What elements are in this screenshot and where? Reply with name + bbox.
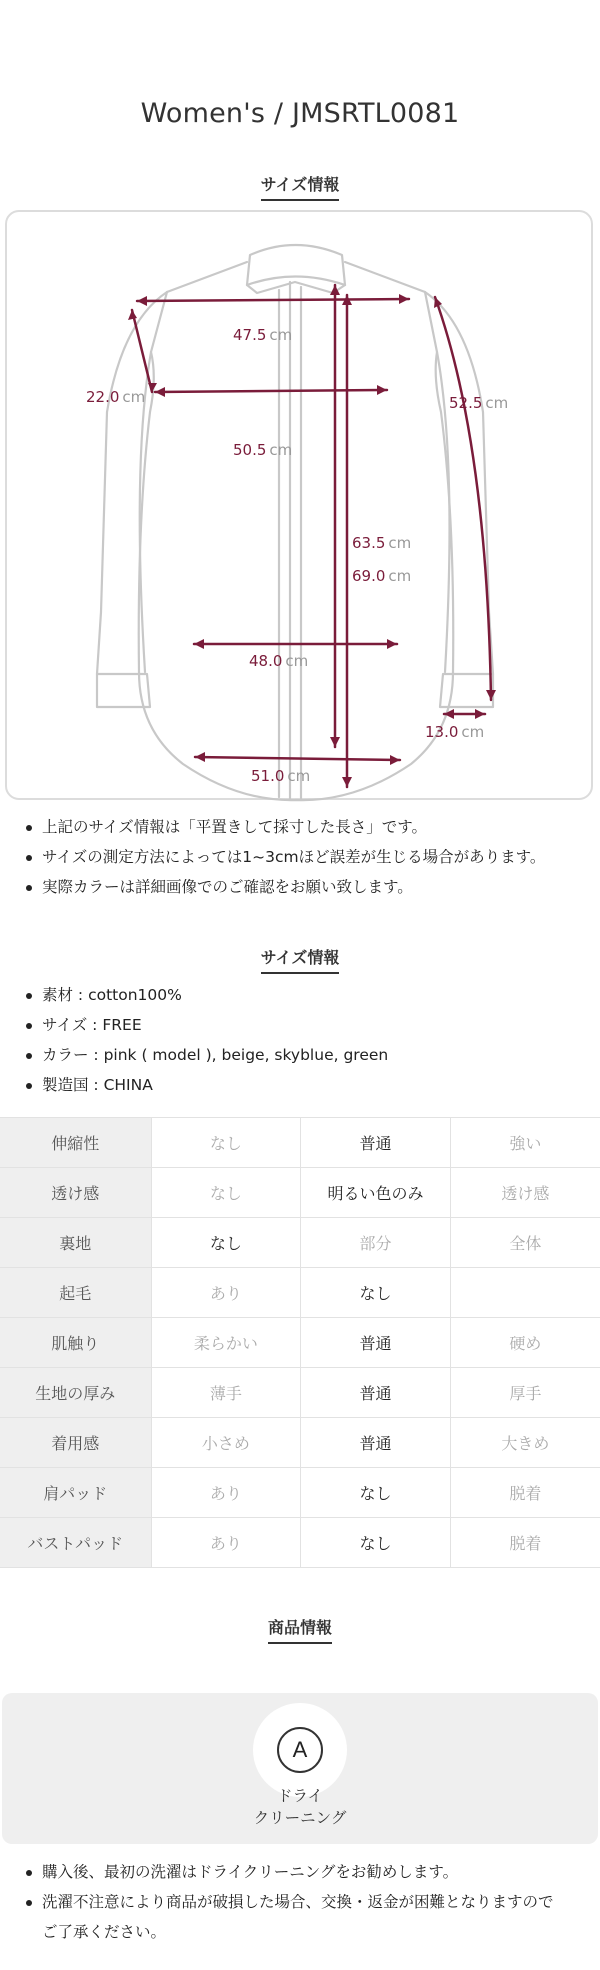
- property-option: なし: [151, 1168, 301, 1218]
- property-option: なし: [301, 1518, 451, 1568]
- property-option: 強い: [450, 1118, 600, 1168]
- shoulder-measurement: 47.5 cm: [233, 326, 293, 344]
- list-item: カラー : pink ( model ), beige, skyblue, green: [20, 1040, 590, 1070]
- property-option: 薄手: [151, 1368, 301, 1418]
- spec-heading: サイズ情報: [0, 945, 600, 974]
- property-label: 伸縮性: [0, 1118, 151, 1168]
- property-label: 生地の厚み: [0, 1368, 151, 1418]
- table-body: [0, 1118, 600, 1568]
- list-item: サイズ : FREE: [20, 1010, 590, 1040]
- property-option: 普通: [301, 1368, 451, 1418]
- property-option: 硬め: [450, 1318, 600, 1368]
- list-item: 上記のサイズ情報は「平置きして採寸した長さ」です。: [20, 812, 590, 842]
- property-option: 普通: [301, 1418, 451, 1468]
- property-option: 透け感: [450, 1168, 600, 1218]
- property-option: なし: [301, 1468, 451, 1518]
- table-row: [0, 1368, 600, 1418]
- property-option: あり: [151, 1468, 301, 1518]
- property-option: 小さめ: [151, 1418, 301, 1468]
- list-item: 製造国 : CHINA: [20, 1070, 590, 1100]
- size-info-heading: サイズ情報: [0, 172, 600, 201]
- table-row: [0, 1168, 600, 1218]
- property-label: 裏地: [0, 1218, 151, 1268]
- property-label: 起毛: [0, 1268, 151, 1318]
- table-row: [0, 1468, 600, 1518]
- list-item: 実際カラーは詳細画像でのご確認をお願い致します。: [20, 872, 590, 902]
- property-option: 部分: [301, 1218, 451, 1268]
- property-option: 柔らかい: [151, 1318, 301, 1368]
- size-notes-list: [20, 812, 590, 902]
- property-label: 透け感: [0, 1168, 151, 1218]
- product-info-heading: 商品情報: [0, 1615, 600, 1644]
- table-row: [0, 1118, 600, 1168]
- property-option: 普通: [301, 1118, 451, 1168]
- property-option: なし: [301, 1268, 451, 1318]
- table-row: [0, 1268, 600, 1318]
- list-item: 洗濯不注意により商品が破損した場合、交換・返金が困難となりますので ご了承ください。: [20, 1887, 590, 1947]
- property-label: 肩パッド: [0, 1468, 151, 1518]
- table-row: [0, 1318, 600, 1368]
- property-option: 脱着: [450, 1468, 600, 1518]
- property-option: 全体: [450, 1218, 600, 1268]
- list-item: サイズの測定方法によっては1~3cmほど誤差が生じる場合があります。: [20, 842, 590, 872]
- waist-measurement: 48.0 cm: [249, 652, 309, 670]
- property-option: 明るい色のみ: [301, 1168, 451, 1218]
- hem-measurement: 51.0 cm: [251, 767, 311, 785]
- size-diagram: [5, 210, 593, 800]
- property-option: [450, 1268, 600, 1318]
- property-option: なし: [151, 1118, 301, 1168]
- spec-list: [20, 980, 590, 1100]
- property-option: なし: [151, 1218, 301, 1268]
- property-option: あり: [151, 1518, 301, 1568]
- table-row: [0, 1518, 600, 1568]
- property-label: バストパッド: [0, 1518, 151, 1568]
- front-length-measurement: 63.5 cm: [352, 534, 412, 552]
- list-item: 素材 : cotton100%: [20, 980, 590, 1010]
- armhole-measurement: 22.0 cm: [86, 388, 146, 406]
- care-icon-background: [253, 1703, 347, 1797]
- page-title: Women's / JMSRTL0081: [140, 98, 460, 129]
- table-row: [0, 1218, 600, 1268]
- property-label: 肌触り: [0, 1318, 151, 1368]
- cuff-measurement: 13.0 cm: [425, 723, 485, 741]
- chest-measurement: 50.5 cm: [233, 441, 293, 459]
- fabric-properties-table: [0, 1117, 600, 1568]
- table-row: [0, 1418, 600, 1468]
- property-label: 着用感: [0, 1418, 151, 1468]
- property-option: 普通: [301, 1318, 451, 1368]
- back-length-measurement: 69.0 cm: [352, 567, 412, 585]
- property-option: 脱着: [450, 1518, 600, 1568]
- dry-clean-icon: A: [277, 1727, 323, 1773]
- property-option: 大きめ: [450, 1418, 600, 1468]
- property-option: あり: [151, 1268, 301, 1318]
- product-notes-list: [20, 1857, 590, 1947]
- shirt-illustration: [7, 212, 595, 802]
- care-label: ドライ クリーニング: [253, 1787, 347, 1827]
- list-item: 購入後、最初の洗濯はドライクリーニングをお勧めします。: [20, 1857, 590, 1887]
- property-option: 厚手: [450, 1368, 600, 1418]
- sleeve-measurement: 52.5 cm: [449, 394, 509, 412]
